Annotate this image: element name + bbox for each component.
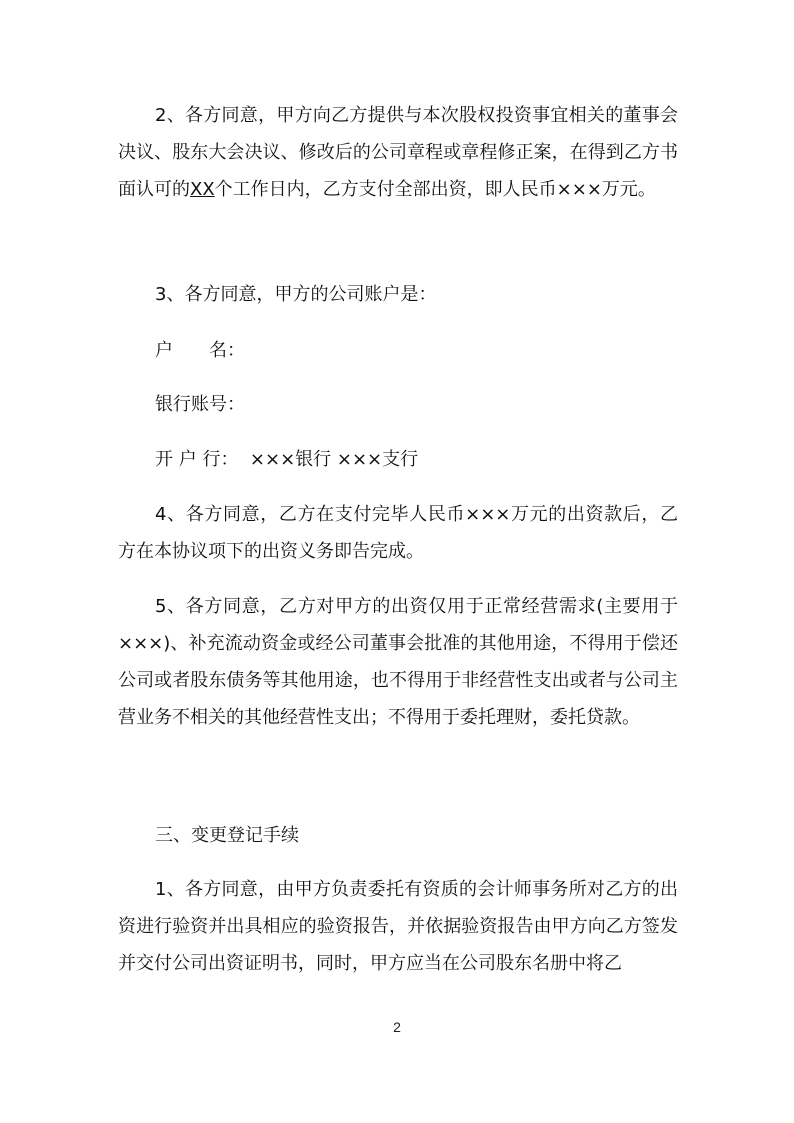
section-3-clause-1-paragraph: 1、各方同意，由甲方负责委托有资质的会计师事务所对乙方的出资进行验资并出具相应的验资报告，并依据验资报告由甲方向乙方签发并交付公司出资证明书，同时，甲方应当在公司股东名册中将乙 [118,879,678,974]
section-3-heading: 三、变更登记手续 [155,825,299,846]
account-bank-row [155,441,418,478]
account-number-label: 银行账号： [155,394,245,415]
clause-2-text-part1: 2、各方同意，甲方向乙方提供与本次股权投资事宜相关的董事会决议、股东大会决议、修改后的公司章程或章程修正案，在得到乙方书面认可的 [118,105,678,200]
account-bank-label: 开 户 行： [155,449,239,470]
clause-2-text-part2: 个工作日内，乙方支付全部出资，即人民币×××万元。 [214,179,656,200]
account-name-label: 户 名： [155,340,245,361]
page-number: 2 [393,1019,401,1035]
clause-2-paragraph [118,97,678,208]
clause-4-paragraph: 4、各方同意，乙方在支付完毕人民币×××万元的出资款后，乙方在本协议项下的出资义务即告完成。 [118,504,678,562]
clause-2-underlined-days: XX [190,179,215,200]
account-bank-value: ×××银行 ×××支行 [249,449,419,470]
clause-3-paragraph: 3、各方同意，甲方的公司账户是： [155,284,437,305]
clause-5-paragraph: 5、各方同意，乙方对甲方的出资仅用于正常经营需求(主要用于×××)、补充流动资金或经公司董事会批准的其他用途，不得用于偿还公司或者股东债务等其他用途，也不得用于非经营性支出或者与公司主营业务不相关的其他经营性支出；不得用于委托理财，委托贷款。 [118,596,678,728]
